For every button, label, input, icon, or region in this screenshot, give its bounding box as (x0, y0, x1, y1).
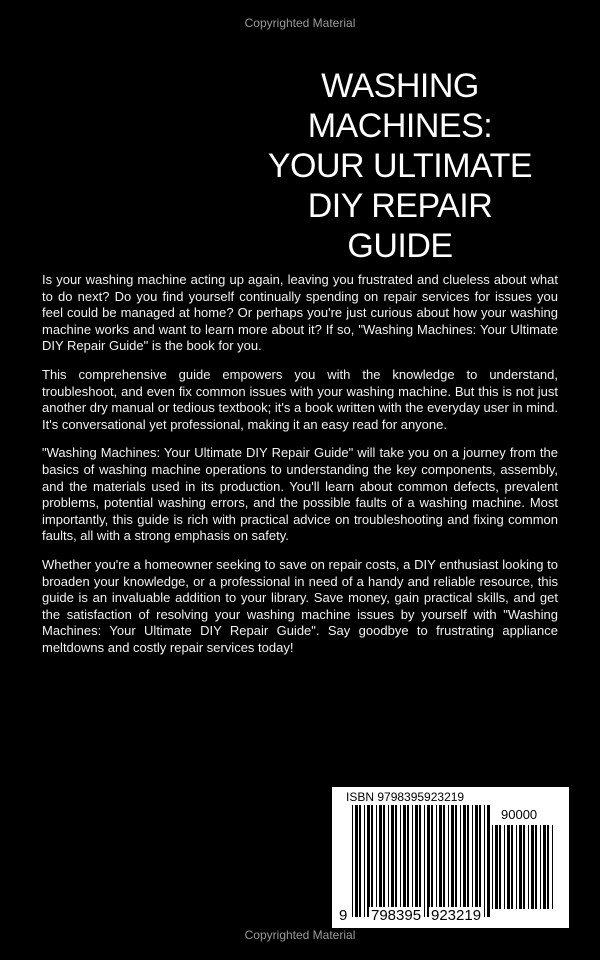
description-paragraph-3: "Washing Machines: Your Ultimate DIY Repair Guide" will take you on a journey from the basics of washing machine operations to understanding the key components, assembly, and the materials used in its production. You'll learn about common defects, prevalent problems, potential washing errors, and the possible faults of a washing machine. Most importantly, this guide is rich with practical advice on troubleshooting and fixing common faults, all with a strong emphasis on safety. (42, 445, 558, 544)
barcode-bar (379, 805, 382, 917)
barcode-digit-first: 9 (339, 907, 348, 924)
barcode-bar (415, 805, 418, 917)
book-title: WASHING MACHINES: YOUR ULTIMATE DIY REPAIR GUIDE (267, 67, 533, 265)
barcode-bar (495, 825, 498, 909)
barcode-bars-main (352, 805, 492, 917)
barcode-bar (472, 805, 473, 917)
barcode-bar (427, 805, 430, 917)
barcode-bar (484, 805, 485, 917)
barcode-bar (443, 805, 445, 917)
barcode-bar (528, 825, 529, 909)
barcode-bar (492, 825, 493, 909)
barcode-bar (475, 805, 478, 917)
barcode-bar (376, 805, 377, 917)
barcode-bar (439, 805, 442, 917)
barcode-bar (531, 825, 534, 909)
barcode-bar (511, 825, 513, 909)
barcode-bar (436, 805, 437, 917)
price-addon-code: 90000 (501, 807, 538, 822)
barcode-digits-group-2: 923219 (431, 907, 482, 924)
description-paragraph-4: Whether you're a homeowner seeking to save on repair costs, a DIY enthusiast looking to broaden your knowledge, or a professional in need of a handy and reliable resource, this guide is an invaluable addition to your library. Save money, gain practical skills, and get the satisfaction of resolving your washing machine issues by yourself with "Washing Machines: Your Ultimate DIY Repair Guide". Say goodbye to frustrating appliance meltdowns and costly repair services today! (42, 556, 558, 655)
isbn-label: ISBN 9798395923219 (346, 790, 465, 804)
barcode-bar (352, 805, 353, 917)
isbn-barcode (332, 787, 569, 928)
barcode-bars-addon (492, 825, 562, 909)
barcode-bar (359, 805, 361, 917)
barcode-bar (383, 805, 385, 917)
description-paragraph-1: Is your washing machine acting up again, leaving you frustrated and clueless about what to do next? Do you find yourself continually spending on repair services for issues you feel could be managed at home? Or perhaps you're just curious about how your washing machine works and want to learn more about it? If so, "Washing Machines: Your Ultimate DIY Repair Guide" is the book for you. (42, 272, 558, 354)
barcode-bar (355, 805, 358, 917)
barcode-bar (412, 805, 413, 917)
description-paragraph-2: This comprehensive guide empowers you with the knowledge to understand, troubleshoot, and even fix common issues with your washing machine. But this is not just another dry manual or tedious textbook; it's a book written with the everyday user in mind. It's conversational yet professional, making it an easy read for anyone. (42, 366, 558, 432)
barcode-bar (516, 825, 517, 909)
barcode-bar (552, 825, 553, 909)
barcode-bar (479, 805, 481, 917)
barcode-bar (460, 805, 461, 917)
barcode-bar (448, 805, 449, 917)
barcode-bar (547, 825, 549, 909)
barcode-bar (388, 805, 389, 917)
barcode-bar (499, 825, 501, 909)
barcode-bar (535, 825, 537, 909)
book-description (42, 272, 558, 668)
barcode-bar (367, 805, 370, 917)
barcode-bar (403, 805, 406, 917)
barcode-bar (451, 805, 454, 917)
barcode-bar (364, 805, 365, 917)
barcode-bar (519, 825, 522, 909)
barcode-bar (395, 805, 397, 917)
barcode-bar (407, 805, 409, 917)
barcode-bar (400, 805, 401, 917)
barcode-bar (455, 805, 457, 917)
barcode-bar (419, 805, 421, 917)
barcode-bar (371, 805, 373, 917)
barcode-bar (467, 805, 469, 917)
barcode-bar (504, 825, 505, 909)
barcode-bar (391, 805, 394, 917)
copyright-watermark-top: Copyrighted Material (244, 16, 356, 30)
barcode-bar (487, 805, 490, 917)
copyright-watermark-bottom: Copyrighted Material (244, 928, 356, 942)
barcode-bar (543, 825, 546, 909)
barcode-bar (424, 805, 425, 917)
barcode-bar (540, 825, 541, 909)
barcode-bar (507, 825, 510, 909)
barcode-digits-group-1: 798395 (371, 907, 422, 924)
barcode-bar (431, 805, 433, 917)
barcode-bar (523, 825, 525, 909)
barcode-bar (463, 805, 466, 917)
